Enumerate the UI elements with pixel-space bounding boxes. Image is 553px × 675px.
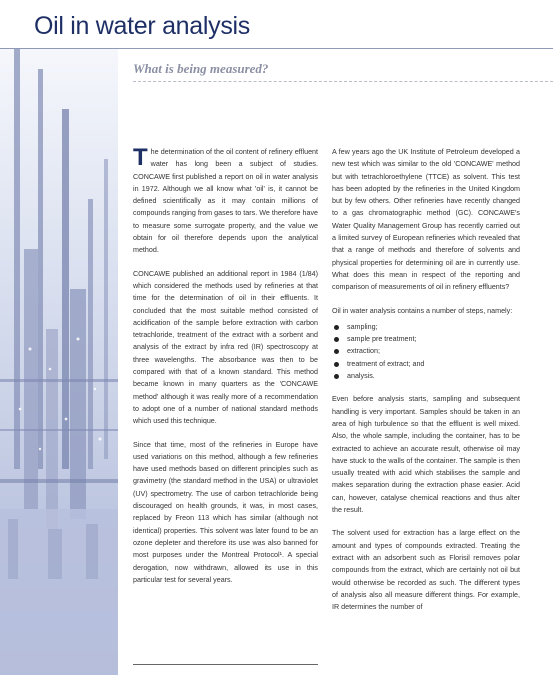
- paragraph: Since that time, most of the refineries in Europe have used variations on this method, although a few refineries have used methods based on different principles such as gravimetry (the standard method in the USA) or ultraviolet (UV) spectrometry. The use of carbon tetrachloride being discouraged on health grounds, it was, in most cases, replaced by Freon 113 which has similar (although not identical) properties. This solvent was later found to be an ozone depleter and therefore its use was also banned for most purposes under the Montreal Protocol¹. A special derogation, now withdrawn, allowed its use in this particular test for several years.: [133, 440, 318, 584]
- text-column-right: [332, 146, 520, 624]
- refinery-photo: [0, 49, 118, 675]
- subtitle-divider: [133, 81, 553, 82]
- text-column-left: [133, 146, 318, 597]
- list-item: extraction;: [332, 345, 520, 357]
- list-item: treatment of extract; and: [332, 358, 520, 370]
- steps-list: [332, 321, 520, 382]
- paragraph: Even before analysis starts, sampling and subsequent handling is very important. Samples should be taken in an area of high turbulence so that the effluent is well mixed. Also, the whole sample, including the container, has to be extracted to achieve an accurate result, otherwise oil may have stuck to the walls of the container. The sample is then usually treated with acid which stabilises the sample and makes separation during the extraction phase easier. Acid can, however, catalyse chemical reactions and thus alter the result.: [332, 395, 520, 515]
- list-item: sample pre treatment;: [332, 333, 520, 345]
- list-item: analysis.: [332, 370, 520, 382]
- page-title: Oil in water analysis: [34, 12, 251, 40]
- list-item: sampling;: [332, 321, 520, 333]
- paragraph: The solvent used for extraction has a large effect on the amount and types of compounds extracted. Treating the extract with an adsorbent such as Florisil removes polar compounds from the extract, which are certainly not oil but would otherwise be recorded as such. The different types of analysis also all measure different things. For example, IR determines the number of: [332, 529, 520, 612]
- footnote-divider: [133, 664, 318, 665]
- section-subtitle: What is being measured?: [133, 61, 269, 76]
- paragraph: CONCAWE published an additional report in 1984 (1/84) which considered the methods used by refineries at that time for the determination of oil in their effluents. It concluded that the most suitable method consisted of acidification of the sample before extraction with carbon tetrachloride, treatment of the extract with a sorbent and analysis of the extract by infra red (IR) spectroscopy at three wavelengths. The absorbance was then to be compared with that of a known standard. This method became known in many quarters as the 'CONCAWE method' although it was really more of a recommendation to adopt one of a number of national standard methods which used this technique.: [133, 269, 318, 426]
- paragraph: Oil in water analysis contains a number of steps, namely:: [332, 306, 513, 315]
- paragraph: The determination of the oil content of refinery effluent water has long been a subject of studies. CONCAWE first published a report on oil in water analysis in 1972. Although we all know what 'oil' is, it cannot be defined scientifically as it may contain millions of compounds ranging from gases to tars. We therefore have to measure some surrogate property, and the value we obtain for oil therefore depends upon the analytical method.: [133, 144, 318, 255]
- paragraph: A few years ago the UK Institute of Petroleum developed a new test which was similar to the old 'CONCAWE' method but with tetrachloroethylene (TTCE) as solvent. This test has been adopted by the refineries in the United Kingdom but by few others. Other refineries have recently changed to a gas chromatographic method (GC). CONCAWE's Water Quality Management Group has recently carried out a limited survey of European refineries which revealed that that a range of methods and therefore of solvents and physical properties for determining oil are in currently use. What does this mean in respect of the reporting and comparison of measurements of oil in refinery effluents?: [332, 148, 520, 292]
- drop-cap: T: [133, 144, 148, 171]
